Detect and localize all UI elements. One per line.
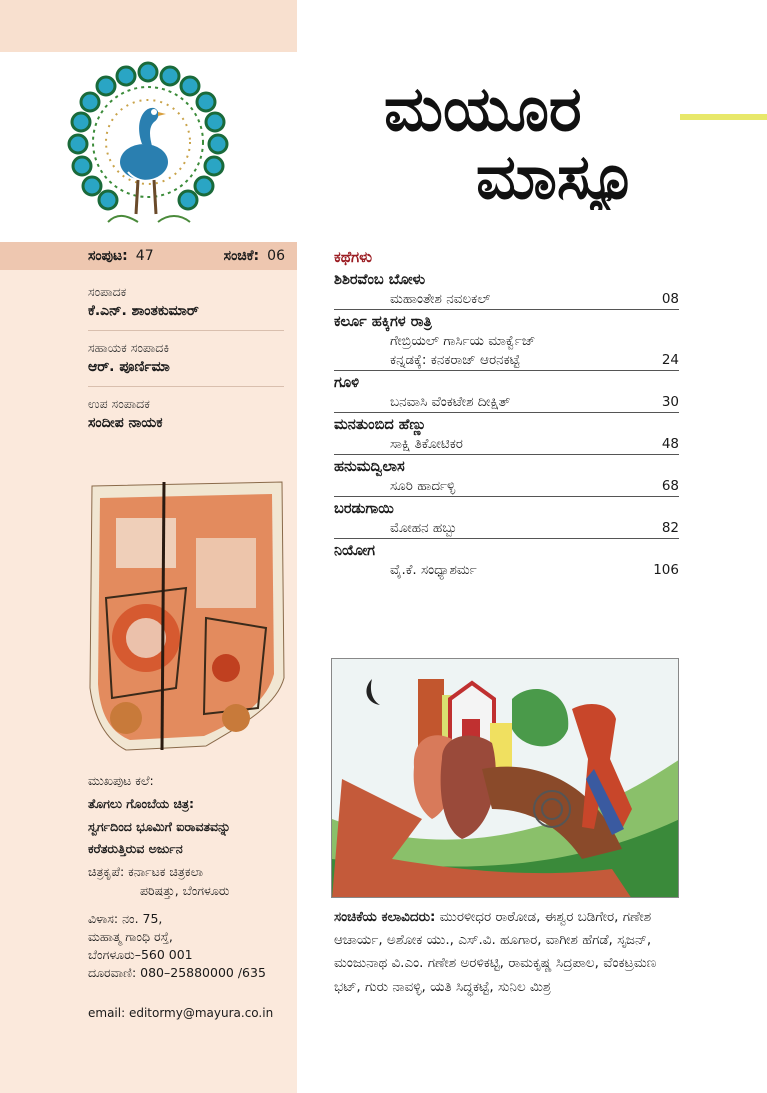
toc-entry[interactable] xyxy=(334,543,679,580)
story-author: ಸೂರಿ ಹಾರ್ದಳ್ಳಿ xyxy=(390,478,456,494)
staff-name: ಕೆ.ಎನ್. ಶಾಂತಕುಮಾರ್ xyxy=(88,303,199,319)
page-number: 24 xyxy=(661,352,679,368)
toc-entry[interactable] xyxy=(334,272,679,310)
toc-section-heading: ಕಥೆಗಳು xyxy=(334,248,373,266)
story-title: ಶಿಶಿರವೆಂಬ ಬೋಳು xyxy=(334,272,426,288)
toc-entry[interactable] xyxy=(334,501,679,539)
staff-role: ಉಪ ಸಂಪಾದಕ xyxy=(88,396,150,411)
story-title: ನಿಯೋಗ xyxy=(334,543,375,559)
volume-issue-bar xyxy=(0,242,297,270)
address-line: ಮಹಾತ್ಮ ಗಾಂಧಿ ರಸ್ತೆ, xyxy=(88,929,173,945)
address-line: ವಿಳಾಸ: ನಂ. 75, xyxy=(88,911,163,926)
page-number: 82 xyxy=(661,520,679,536)
story-title: ಗೂಳಿ xyxy=(334,375,359,391)
masthead-title xyxy=(380,70,680,210)
toc-row xyxy=(334,562,679,578)
divider xyxy=(88,330,284,331)
staff-assistant-editor xyxy=(88,340,284,375)
staff-name: ಆರ್. ಪೂರ್ಣಿಮಾ xyxy=(88,359,170,375)
page-number: 106 xyxy=(653,562,679,578)
masthead-line-2: ಮಾಸ್ಯೂ xyxy=(476,140,638,210)
cover-credit-line: ಕರೆತರುತ್ತಿರುವ ಅರ್ಜುನ xyxy=(88,841,183,857)
volume-value: 47 xyxy=(135,248,154,264)
cover-credit-heading: ಮುಖಪುಟ ಕಲೆ: xyxy=(88,773,154,788)
cover-art-image xyxy=(86,478,288,756)
artists-list: ಮುರಳೀಧರ ರಾಠೋಡ, ಈಶ್ವರ ಬಡಿಗೇರ, ಗಣೇಶ ಆಚಾರ್ಯ, ಅಶೋಕ ಯು., ಎಸ್.ವಿ. ಹೂಗಾರ, ವಾಗೀಶ ಹೆಗಡೆ, ಸೃಜನ್, ಮಂಜುನಾಥ ವಿ.ಎಂ. ಗಣೇಶ ಅರಳಿಕಟ್ಟಿ, ರಾಮಕೃಷ್ಣ ಸಿದ್ರಪಾಲ, ವೆಂಕಟ್ರಮಣ ಭಟ್, ಗುರು ನಾವಳ್ಳಿ, ಯತಿ ಸಿದ್ಧಕಟ್ಟೆ, ಸುನಿಲ ಮಿಶ್ರ xyxy=(334,909,657,995)
story-author: ಬನವಾಸಿ ವೆಂಕಟೇಶ ದೀಕ್ಷಿತ್ xyxy=(390,394,511,410)
staff-role: ಸಹಾಯಕ ಸಂಪಾದಕಿ xyxy=(88,340,170,355)
toc-row xyxy=(334,352,679,368)
story-author: ಮಹಾಂತೇಶ ನವಲಕಲ್ xyxy=(390,291,491,307)
issue-number-label: ಸಂಚಿಕೆ: xyxy=(223,248,260,264)
toc-entry[interactable] xyxy=(334,375,679,413)
courtesy-value: ಕರ್ನಾಟಕ ಚಿತ್ರಕಲಾ xyxy=(128,864,204,879)
peacock-logo xyxy=(0,52,297,242)
toc-row xyxy=(334,478,679,494)
cover-credit-line: ಸ್ವರ್ಗದಿಂದ ಭೂಮಿಗೆ ಐರಾವತವನ್ನು xyxy=(88,818,231,834)
address-line: ಬೆಂಗಳೂರು–560 001 xyxy=(88,947,193,963)
story-title: ಬರಡುಗಾಯಿ xyxy=(334,501,394,517)
cover-credit xyxy=(88,772,293,905)
phone-line: ದೂರವಾಣಿ: 080–25880000 /635 xyxy=(88,965,266,981)
staff-name: ಸಂದೀಪ ನಾಯಕ xyxy=(88,415,163,431)
divider xyxy=(88,386,284,387)
issue-number-value: 06 xyxy=(267,248,285,264)
page-number: 48 xyxy=(661,436,679,452)
story-original-author: ಗೇಬ್ರಿಯಲ್ ಗಾರ್ಸಿಯ ಮಾರ್ಕ್ವೆಜ್ xyxy=(390,333,536,349)
cover-credit-line: ತೊಗಲು ಗೊಂಬೆಯ ಚಿತ್ರ: xyxy=(88,795,194,811)
toc-entry[interactable] xyxy=(334,417,679,455)
story-author: ವೈ.ಕೆ. ಸಂಧ್ಯಾಶರ್ಮ xyxy=(390,562,477,578)
toc-entry[interactable] xyxy=(334,459,679,497)
staff-sub-editor xyxy=(88,396,284,431)
toc-row xyxy=(334,394,679,410)
toc-entry[interactable] xyxy=(334,314,679,371)
page-number: 30 xyxy=(661,394,679,410)
email-link[interactable]: email: editormy@mayura.co.in xyxy=(88,1006,274,1020)
artists-label: ಸಂಚಿಕೆಯ ಕಲಾವಿದರು: xyxy=(334,909,436,925)
accent-line xyxy=(680,114,767,120)
sidebar-top-band xyxy=(0,0,297,52)
issue-artists xyxy=(334,906,680,999)
toc-row xyxy=(334,520,679,536)
toc-row xyxy=(334,436,679,452)
toc-row xyxy=(334,291,679,307)
courtesy-value-2: ಪರಿಷತ್ತು, ಬೆಂಗಳೂರು xyxy=(140,882,230,898)
volume-label: ಸಂಪುಟ: xyxy=(88,248,128,264)
staff-editor xyxy=(88,284,284,319)
staff-role: ಸಂಪಾದಕ xyxy=(88,284,127,299)
story-illustration xyxy=(331,658,679,898)
story-title: ಮನತುಂಬಿದ ಹೆಣ್ಣು xyxy=(334,417,427,433)
address-block xyxy=(88,910,293,983)
table-of-contents xyxy=(334,248,679,584)
story-author: ಮೋಹನ ಹಬ್ಬು xyxy=(390,520,458,536)
story-title: ಕರ್ಲೂ ಹಕ್ಕಿಗಳ ರಾತ್ರಿ xyxy=(334,314,432,330)
sidebar xyxy=(0,0,297,1093)
story-author: ಸಾಕ್ಷಿ ತಿಕೋಟಿಕರ xyxy=(390,436,463,452)
courtesy-label: ಚಿತ್ರಕೃಪೆ: xyxy=(88,864,125,879)
page-number: 68 xyxy=(661,478,679,494)
story-title: ಹನುಮದ್ವಿಲಾಸ xyxy=(334,459,405,475)
page-number: 08 xyxy=(661,291,679,307)
cover-credit-courtesy xyxy=(88,863,293,882)
masthead-line-1: ಮಯೂರ xyxy=(384,72,582,145)
story-author: ಕನ್ನಡಕ್ಕೆ: ಕನಕರಾಜ್ ಆರನಕಟ್ಟೆ xyxy=(390,352,521,368)
